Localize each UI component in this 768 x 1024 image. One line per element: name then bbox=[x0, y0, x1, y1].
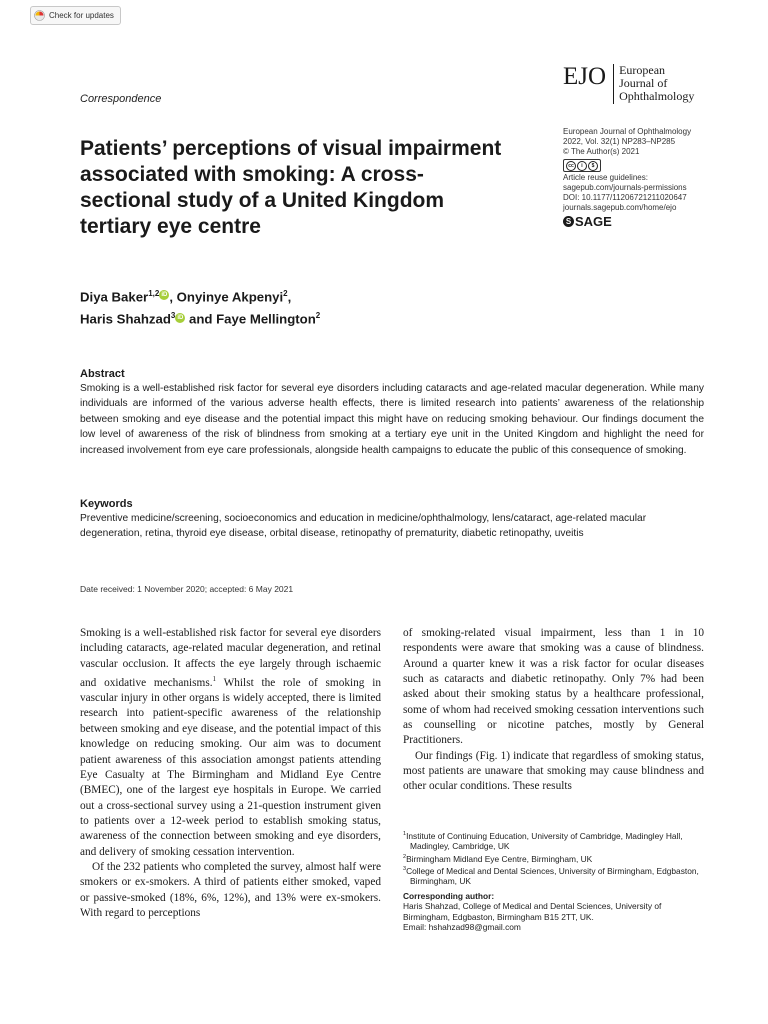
body-paragraph bbox=[80, 626, 381, 860]
article-metadata bbox=[563, 127, 743, 227]
affiliation-item bbox=[403, 864, 703, 887]
affiliation-number: 3 bbox=[403, 866, 407, 873]
author-list bbox=[80, 284, 500, 329]
author-separator: , bbox=[169, 289, 177, 305]
affiliation-text: Birmingham Midland Eye Centre, Birmingham, UK bbox=[406, 853, 593, 864]
copyright: © The Author(s) 2021 bbox=[563, 147, 640, 156]
corresponding-author-email[interactable]: Email: hshahzad98@gmail.com bbox=[403, 922, 521, 933]
journal-name-line: European bbox=[619, 63, 666, 77]
check-for-updates-label: Check for updates bbox=[49, 11, 114, 20]
reference-marker[interactable]: 1 bbox=[212, 675, 217, 684]
orcid-icon[interactable]: iD bbox=[161, 292, 168, 299]
author-affiliation-ref: 3 bbox=[170, 311, 176, 321]
keywords-section bbox=[80, 497, 704, 542]
reuse-guidelines-label: Article reuse guidelines: bbox=[563, 173, 648, 182]
author-name: Haris Shahzad bbox=[80, 311, 171, 327]
keywords-body: Preventive medicine/screening, socioeconomics and education in medicine/ophthalmology, lens/cataract, age-related macular degeneration, retina, thyroid eye disease, orbital disease, retinopathy of prematurity, diabetic retinopathy, uveitis bbox=[80, 513, 647, 540]
body-column-right bbox=[403, 626, 704, 795]
author-name: Onyinye Akpenyi bbox=[176, 289, 284, 305]
sage-logo bbox=[563, 213, 743, 229]
body-paragraph: Of the 232 patients who completed the survey, almost half were smokers or ex-smokers. A third of patients either smoked, vaped or passive-smoked (18%, 6%, 12%), and 13% were ex-smokers. With regard to perceptions bbox=[80, 860, 381, 919]
journal-url[interactable]: journals.sagepub.com/home/ejo bbox=[563, 203, 677, 212]
affiliations-footnote bbox=[403, 829, 703, 933]
affiliation-text: College of Medical and Dental Sciences, University of Birmingham, Edgbaston, Birmingham, UK bbox=[406, 865, 699, 887]
author-name: Diya Baker bbox=[80, 289, 149, 305]
corresponding-author-heading: Corresponding author: bbox=[403, 890, 495, 901]
corresponding-author-address: Haris Shahzad, College of Medical and Dental Sciences, University of Birmingham, Edgbaston, Birmingham B15 2TT, UK. bbox=[403, 901, 662, 922]
journal-name bbox=[614, 64, 694, 103]
doi[interactable]: DOI: 10.1177/11206721211020647 bbox=[563, 193, 687, 202]
body-text: Smoking is a well-established risk factor for several eye disorders including cataracts, age-related macular degeneration, and retinal vascular occlusion. It affects the eye largely through ischaemic and oxidative mechanisms. bbox=[80, 627, 381, 689]
author-affiliation-ref: 1,2 bbox=[148, 289, 160, 298]
check-for-updates-icon bbox=[34, 10, 45, 21]
journal-name-line: Journal of bbox=[619, 76, 668, 90]
affiliation-item bbox=[403, 852, 703, 864]
sage-logo-icon: S bbox=[563, 216, 574, 227]
date-received: Date received: 1 November 2020; accepted: 6 May 2021 bbox=[80, 584, 294, 594]
author-name: Faye Mellington bbox=[216, 311, 316, 327]
affiliation-item bbox=[403, 829, 703, 852]
abstract-section bbox=[80, 367, 704, 458]
affiliation-number: 1 bbox=[403, 831, 407, 837]
affiliation-text: Institute of Continuing Education, University of Cambridge, Madingley Hall, Madingley, Cambridge, UK bbox=[406, 830, 683, 852]
cc-license-icon[interactable]: cc i $ bbox=[563, 159, 601, 172]
body-text: Whilst the role of smoking in vascular injury in other organs is widely accepted, there is limited research into patient-specific awareness of the relationship between smoking and eye disease, and the potential impact of this knowledge on reducing smoking. Our aim was to document patient awareness of this association amongst patients attending Eye Casualty at The Birmingham and Midland Eye Centre (BMEC), one of the largest eye hospitals in Europe. We carried out a cross-sectional survey using a 21-question instrument given to patients over a 12-week period to establish smoking status, awareness of the connection between smoking and eye disorders, and delivery of smoking cessation intervention. bbox=[80, 676, 382, 858]
body-column-left bbox=[80, 626, 381, 921]
author-separator: and bbox=[185, 311, 217, 327]
publisher-name: SAGE bbox=[575, 213, 612, 229]
citation-volume: 2022, Vol. 32(1) NP283–NP285 bbox=[563, 137, 676, 146]
citation-journal: European Journal of Ophthalmology bbox=[563, 127, 692, 136]
author-affiliation-ref: 2 bbox=[315, 311, 321, 321]
body-paragraph: of smoking-related visual impairment, less than 1 in 10 respondents were aware that smoking was a cause of blindness. Around a quarter knew it was a risk factor for ocular diseases such as cataracts and diabetic retinopathy. Only 7% had been asked about their smoking status by a healthcare professional, some of whom had received smoking cessation interventions such as counselling or nicotine patches, mostly by General Practitioners. bbox=[403, 627, 704, 747]
abstract-body: Smoking is a well-established risk factor for several eye disorders including cataracts and age-related macular degeneration. While many individuals are informed of the various adverse health effects, there is limited research into patients’ awareness of the relationship between smoking and eye disease and the potential impact this might have on reducing smoking behaviour. Our findings document the low level of awareness of the risk of blindness from smoking at a tertiary eye unit in the United Kingdom and highlight the need for increased involvement from eye care professionals, alongside health campaigns to educate the public of this consequence of smoking. bbox=[80, 383, 704, 456]
journal-logo bbox=[563, 62, 694, 104]
journal-logo-mark: EJO bbox=[563, 63, 607, 90]
section-label: Correspondence bbox=[80, 93, 162, 105]
orcid-icon[interactable]: iD bbox=[177, 314, 184, 321]
keywords-heading: Keywords bbox=[80, 498, 133, 510]
body-paragraph: Our findings (Fig. 1) indicate that regardless of smoking status, most patients are unaware that smoking may cause blindness and other ocular conditions. These results bbox=[403, 749, 704, 793]
author-affiliation-ref: 2 bbox=[283, 289, 288, 298]
article-title: Patients’ perceptions of visual impairment associated with smoking: A cross-sectional study of a United Kingdom tertiary eye centre bbox=[80, 137, 502, 238]
author-separator: , bbox=[287, 289, 292, 305]
abstract-heading: Abstract bbox=[80, 368, 125, 380]
affiliation-number: 2 bbox=[403, 853, 407, 860]
check-for-updates-button[interactable] bbox=[30, 6, 121, 25]
reuse-guidelines-link[interactable]: sagepub.com/journals-permissions bbox=[563, 183, 687, 192]
journal-name-line: Ophthalmology bbox=[619, 89, 695, 103]
